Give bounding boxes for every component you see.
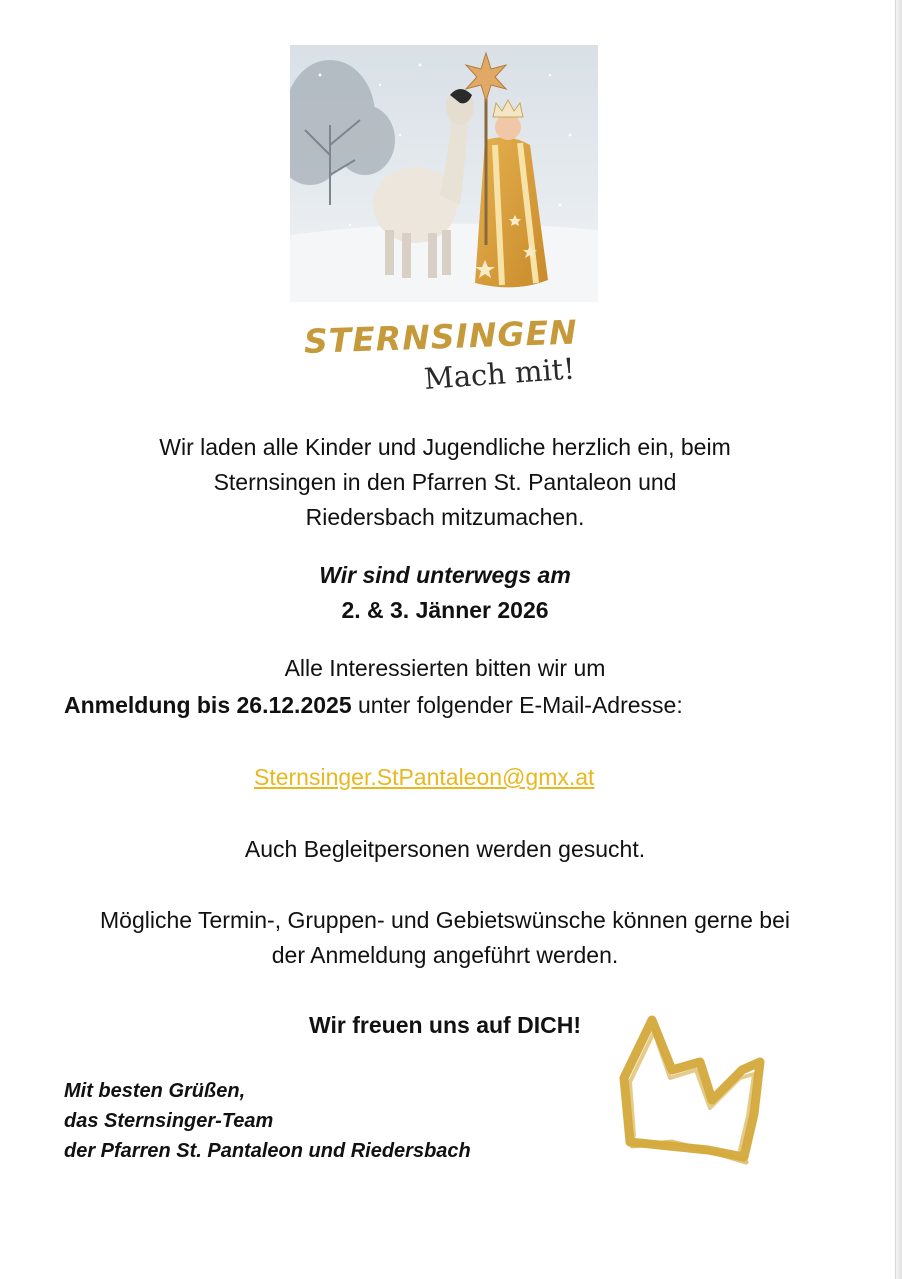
signoff-line: der Pfarren St. Pantaleon und Riedersbach [64, 1140, 471, 1162]
signoff [64, 1076, 471, 1166]
intro-line: Wir laden alle Kinder und Jugendliche herzlich ein, beim [159, 434, 731, 460]
wishes-paragraph [40, 903, 850, 973]
dates-value: 2. & 3. Jänner 2026 [341, 597, 549, 623]
intro-line: Sternsingen in den Pfarren St. Pantaleon und [213, 469, 677, 495]
dates-heading: Wir sind unterwegs am [319, 562, 571, 588]
logo-title: STERNSINGEN [303, 312, 579, 361]
helpers-note: Auch Begleitpersonen werden gesucht. [244, 836, 646, 862]
sternsingen-logo [300, 312, 600, 408]
page-edge [895, 0, 902, 1279]
looking-forward: Wir freuen uns auf DICH! [309, 1012, 581, 1038]
registration-deadline-rest: unter folgender E-Mail-Adresse: [351, 692, 683, 718]
wishes-line: Mögliche Termin-, Gruppen- und Gebietswünsche können gerne bei [100, 907, 790, 933]
sternsinger-alpaca-photo [290, 45, 598, 302]
signoff-line: Mit besten Grüßen, [64, 1080, 246, 1102]
intro-line: Riedersbach mitzumachen. [305, 504, 585, 530]
wishes-line: der Anmeldung angeführt werden. [271, 942, 619, 968]
signoff-line: das Sternsinger-Team [64, 1110, 274, 1132]
logo-subtitle: Mach mit! [422, 351, 577, 396]
crown-icon [612, 1012, 772, 1172]
intro-paragraph [0, 430, 890, 535]
registration-deadline [64, 688, 683, 723]
email-link[interactable]: Sternsinger.StPantaleon@gmx.at [254, 764, 595, 790]
registration-deadline-bold: Anmeldung bis 26.12.2025 [64, 692, 352, 718]
registration-intro: Alle Interessierten bitten wir um [284, 655, 606, 681]
